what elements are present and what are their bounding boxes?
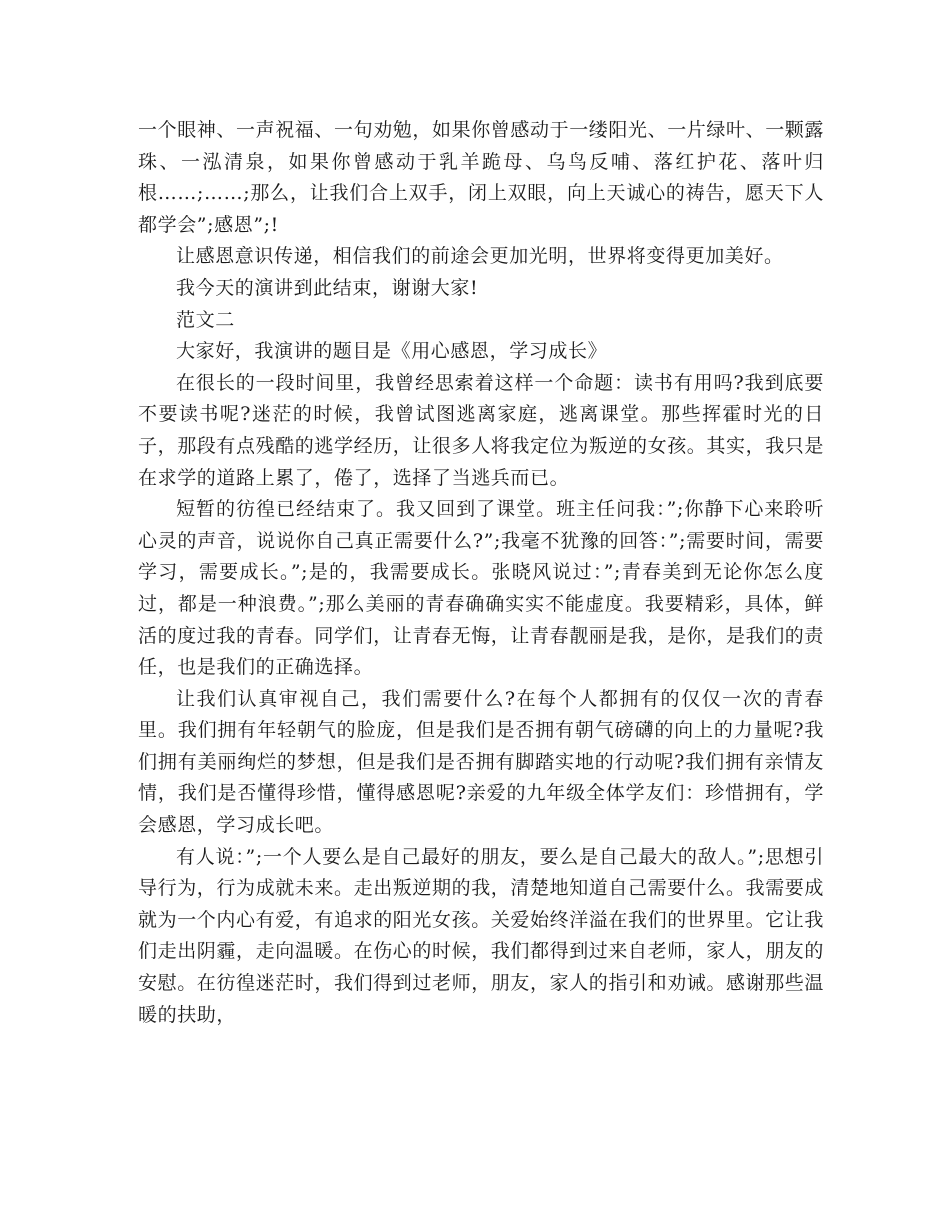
paragraph-2: 让感恩意识传递，相信我们的前途会更加光明，世界将变得更加美好。 [176,245,784,268]
paragraph-9: 有人说：”;一个人要么是自己最好的朋友，要么是自己最大的敌人。”;思想引导行为，行为成就未来。走出叛逆期的我，清楚地知道自己需要什么。我需要成就为一个内心有爱，有追求的阳光女孩。关爱始终洋溢在我们的世界里。它让我们走出阴霾，走向温暖。在伤心的时候，我们都得到过来自老师，家人，朋友的安慰。在彷徨迷茫时，我们得到过老师，朋友，家人的指引和劝诫。感谢那些温暖的扶助， [138,845,825,1026]
paragraph-1: 一个眼神、一声祝福、一句劝勉，如果你曾感动于一缕阳光、一片绿叶、一颗露珠、一泓清泉，如果你曾感动于乳羊跪母、乌鸟反哺、落红护花、落叶归根……;……;那么，让我们合上双手，闭上双眼，向上天诚心的祷告，愿天下人都学会”;感恩”;! [138,119,825,236]
paragraph-8: 让我们认真审视自己，我们需要什么?在每个人都拥有的仅仅一次的青春里。我们拥有年轻朝气的脸庞，但是我们是否拥有朝气磅礴的向上的力量呢?我们拥有美丽绚烂的梦想，但是我们是否拥有脚踏实地的行动呢?我们拥有亲情友情，我们是否懂得珍惜，懂得感恩呢?亲爱的九年级全体学友们：珍惜拥有，学会感恩，学习成长吧。 [138,687,824,837]
section-heading: 范文二 [176,308,235,331]
paragraph-6: 在很长的一段时间里，我曾经思索着这样一个命题：读书有用吗?我到底要不要读书呢?迷茫的时候，我曾试图逃离家庭，逃离课堂。那些挥霍时光的日子，那段有点残酷的逃学经历，让很多人将我定位为叛逆的女孩。其实，我只是在求学的道路上累了，倦了，选择了当逃兵而已。 [138,371,825,489]
paragraph-7: 短暂的彷徨已经结束了。我又回到了课堂。班主任问我：”;你静下心来聆听心灵的声音，说说你自己真正需要什么?”;我毫不犹豫的回答：”;需要时间，需要学习，需要成长。”;是的，我需要成长。张晓风说过：”;青春美到无论你怎么度过，都是一种浪费。”;那么美丽的青春确确实实不能虚度。我要精彩，具体，鲜活的度过我的青春。同学们，让青春无悔，让青春靓丽是我，是你，是我们的责任，也是我们的正确选择。 [138,498,825,679]
document-body [138,115,824,1031]
paragraph-3: 我今天的演讲到此结束，谢谢大家! [176,276,479,299]
paragraph-5: 大家好，我演讲的题目是《用心感恩，学习成长》 [176,340,608,363]
